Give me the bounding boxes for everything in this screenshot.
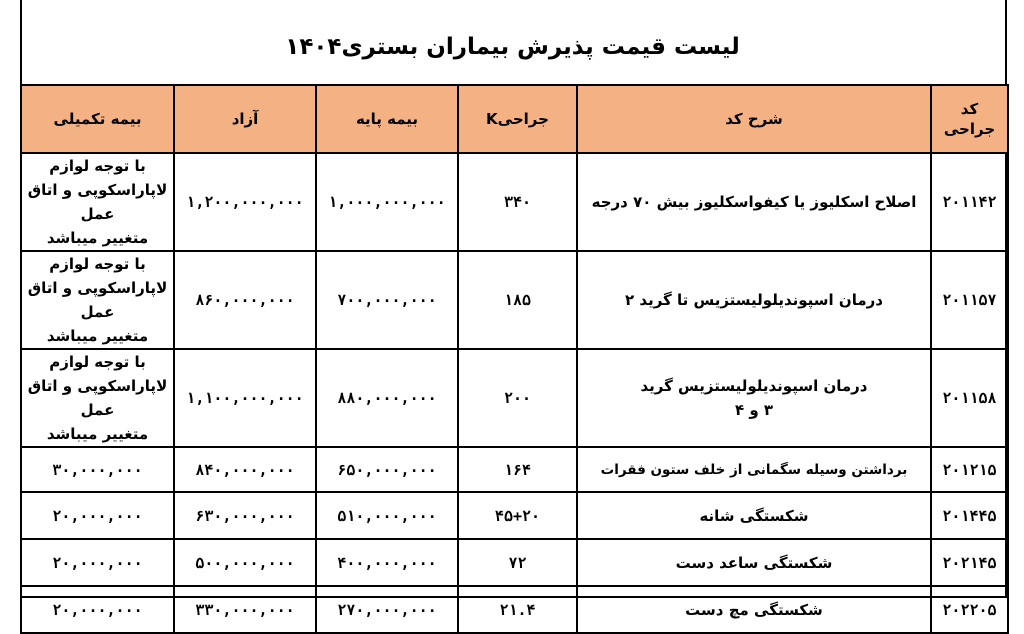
price-list-sheet <box>20 0 1005 619</box>
note-line: با توجه لوازم <box>49 255 146 273</box>
cell-base: ۸۸۰,۰۰۰,۰۰۰ <box>316 349 458 447</box>
cell-code: ۲۰۲۱۴۵ <box>931 539 1008 586</box>
desc-line: درمان اسپوندیلولیستزیس گرید <box>640 377 868 395</box>
cell-desc <box>577 153 931 251</box>
note-line: لاپاراسکوپی و اتاق عمل <box>27 279 168 321</box>
desc-line: شکستگی شانه <box>699 506 809 525</box>
desc-line: اصلاح اسکلیوز یا کیفواسکلیوز بیش ۷۰ درجه <box>591 193 917 211</box>
cell-supp: ۲۰,۰۰۰,۰۰۰ <box>21 539 174 586</box>
page-title: لیست قیمت پذیرش بیماران بستری۱۴۰۴ <box>285 34 740 60</box>
cell-free: ۱,۲۰۰,۰۰۰,۰۰۰ <box>174 153 316 251</box>
desc-line: شکستگی مچ دست <box>685 600 823 619</box>
cell-code: ۲۰۱۴۴۵ <box>931 492 1008 539</box>
table-row <box>21 349 1008 447</box>
header-desc: شرح کد <box>577 85 931 153</box>
table-row <box>21 447 1008 492</box>
header-code-line2: جراحی <box>943 120 996 138</box>
cell-k: ۱۸۵ <box>458 251 577 349</box>
desc-line: درمان اسپوندیلولیستزیس تا گرید ۲ <box>625 291 883 309</box>
cell-desc <box>577 251 931 349</box>
note-line: متغییر میباشد <box>46 425 149 443</box>
table-row <box>21 492 1008 539</box>
table-row <box>21 251 1008 349</box>
cell-free: ۵۰۰,۰۰۰,۰۰۰ <box>174 539 316 586</box>
cell-supp: ۲۰,۰۰۰,۰۰۰ <box>21 492 174 539</box>
cell-k: ۳۴۰ <box>458 153 577 251</box>
cell-free: ۱,۱۰۰,۰۰۰,۰۰۰ <box>174 349 316 447</box>
cell-base: ۲۷۰,۰۰۰,۰۰۰ <box>316 586 458 633</box>
note-line: لاپاراسکوپی و اتاق عمل <box>27 377 168 419</box>
desc-line: ۳ و ۴ <box>734 401 774 419</box>
note-line: متغییر میباشد <box>46 327 149 345</box>
cell-base: ۱,۰۰۰,۰۰۰,۰۰۰ <box>316 153 458 251</box>
cell-code: ۲۰۲۲۰۵ <box>931 586 1008 633</box>
cell-base: ۶۵۰,۰۰۰,۰۰۰ <box>316 447 458 492</box>
cell-base: ۵۱۰,۰۰۰,۰۰۰ <box>316 492 458 539</box>
cell-supp: ۳۰,۰۰۰,۰۰۰ <box>21 447 174 492</box>
cell-supp-note <box>21 349 174 447</box>
cell-k: ۲۱.۴ <box>458 586 577 633</box>
desc-line: شکستگی ساعد دست <box>675 553 833 572</box>
cell-desc <box>577 539 931 586</box>
cell-free: ۸۶۰,۰۰۰,۰۰۰ <box>174 251 316 349</box>
header-free-price: آزاد <box>174 85 316 153</box>
header-code-line1: کد <box>960 100 979 118</box>
cell-code: ۲۰۱۱۵۸ <box>931 349 1008 447</box>
cell-free: ۸۴۰,۰۰۰,۰۰۰ <box>174 447 316 492</box>
table-row <box>21 586 1008 633</box>
cell-k: ۲۰۰ <box>458 349 577 447</box>
table-row <box>21 153 1008 251</box>
header-supplementary-insurance: بیمه تکمیلی <box>21 85 174 153</box>
cell-k: ۷۲ <box>458 539 577 586</box>
cell-free: ۶۳۰,۰۰۰,۰۰۰ <box>174 492 316 539</box>
note-line: با توجه لوازم <box>49 157 146 175</box>
header-k: جراحیK <box>458 85 577 153</box>
table-row <box>21 539 1008 586</box>
note-line: با توجه لوازم <box>49 353 146 371</box>
cell-base: ۷۰۰,۰۰۰,۰۰۰ <box>316 251 458 349</box>
table-header-row <box>21 85 1008 153</box>
price-table <box>20 84 1009 634</box>
cell-desc <box>577 492 931 539</box>
desc-line: برداشتن وسیله سگمانی از خلف ستون فقرات <box>600 461 908 478</box>
cell-base: ۴۰۰,۰۰۰,۰۰۰ <box>316 539 458 586</box>
header-base-insurance: بیمه پایه <box>316 85 458 153</box>
note-line: لاپاراسکوپی و اتاق عمل <box>27 181 168 223</box>
cell-code: ۲۰۱۱۵۷ <box>931 251 1008 349</box>
cell-code: ۲۰۱۱۴۲ <box>931 153 1008 251</box>
cell-code: ۲۰۱۲۱۵ <box>931 447 1008 492</box>
cell-desc <box>577 447 931 492</box>
cell-k: ۴۵+۲۰ <box>458 492 577 539</box>
cell-desc <box>577 586 931 633</box>
cell-free: ۳۳۰,۰۰۰,۰۰۰ <box>174 586 316 633</box>
cell-supp: ۲۰,۰۰۰,۰۰۰ <box>21 586 174 633</box>
cell-supp-note <box>21 251 174 349</box>
cell-supp-note <box>21 153 174 251</box>
cell-k: ۱۶۴ <box>458 447 577 492</box>
header-code <box>931 85 1008 153</box>
cell-desc <box>577 349 931 447</box>
note-line: متغییر میباشد <box>46 229 149 247</box>
